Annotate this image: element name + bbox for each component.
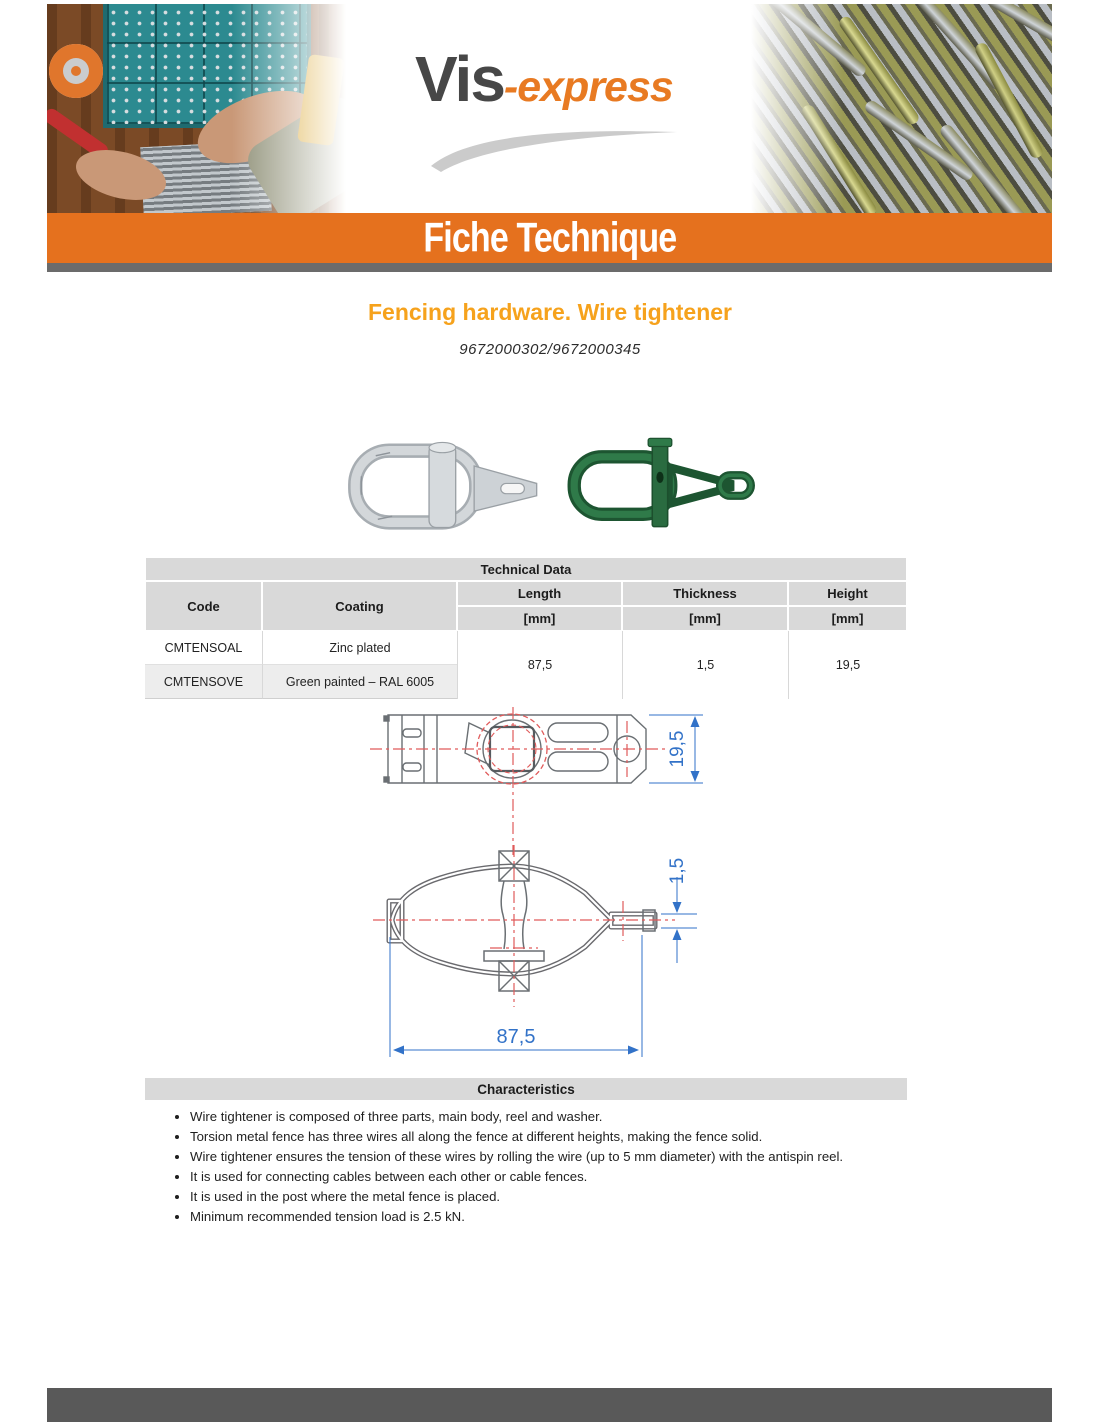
col-header-code: Code (145, 581, 262, 631)
footer-bar (47, 1388, 1052, 1422)
screws-photo (745, 4, 1052, 213)
product-images (0, 436, 1100, 536)
banner-underline (47, 263, 1052, 272)
characteristic-item: • It is used in the post where the metal fence is placed. (190, 1190, 950, 1203)
cell-height: 19,5 (788, 631, 907, 699)
col-unit-height: [mm] (788, 606, 907, 631)
table-row (145, 631, 907, 665)
workbench-photo (47, 4, 355, 213)
cell-thickness: 1,5 (622, 631, 788, 699)
col-unit-length: [mm] (457, 606, 622, 631)
green-wire-tightener-image (566, 436, 756, 531)
characteristic-item: • Minimum recommended tension load is 2.5 kN. (190, 1210, 950, 1223)
banner-title: Fiche Technique (422, 214, 676, 261)
cell-coating: Green painted – RAL 6005 (262, 665, 457, 699)
col-header-coating: Coating (262, 581, 457, 631)
cell-code: CMTENSOAL (145, 631, 262, 665)
product-reference: 9672000302/9672000345 (459, 341, 641, 358)
col-header-thickness: Thickness (622, 581, 788, 606)
photo-fade (47, 4, 355, 213)
characteristics-list (160, 1110, 950, 1230)
technical-data-table (145, 557, 907, 699)
fiche-technique-banner (47, 213, 1052, 263)
dim-height-label: 19,5 (667, 730, 688, 768)
technical-drawing (365, 705, 710, 1065)
col-header-length: Length (457, 581, 622, 606)
header (47, 4, 1052, 213)
logo-text-vis: Vis (415, 43, 504, 115)
col-header-height: Height (788, 581, 907, 606)
vis-express-logo (415, 42, 673, 116)
characteristic-item: • Wire tightener is composed of three parts, main body, reel and washer. (190, 1110, 950, 1123)
characteristics-header: Characteristics (145, 1078, 907, 1100)
cell-code: CMTENSOVE (145, 665, 262, 699)
logo-swoosh (425, 124, 695, 174)
logo-text-express: -express (503, 63, 673, 111)
logo-zone (355, 4, 745, 213)
dim-thickness-label: 1,5 (667, 857, 688, 885)
table-title: Technical Data (145, 557, 907, 581)
cell-coating: Zinc plated (262, 631, 457, 665)
photo-fade (745, 4, 1052, 213)
cell-length: 87,5 (457, 631, 622, 699)
col-unit-thickness: [mm] (622, 606, 788, 631)
zinc-wire-tightener-image (345, 436, 550, 536)
characteristic-item: • Wire tightener ensures the tension of these wires by rolling the wire (up to 5 mm diameter) with the antispin reel. (190, 1150, 950, 1163)
characteristic-item: • Torsion metal fence has three wires all along the fence at different heights, making the fence solid. (190, 1130, 950, 1143)
dim-length-label: 87,5 (496, 1026, 536, 1048)
page-title: Fencing hardware. Wire tightener (367, 299, 733, 325)
characteristic-item: • It is used for connecting cables between each other or cable fences. (190, 1170, 950, 1183)
